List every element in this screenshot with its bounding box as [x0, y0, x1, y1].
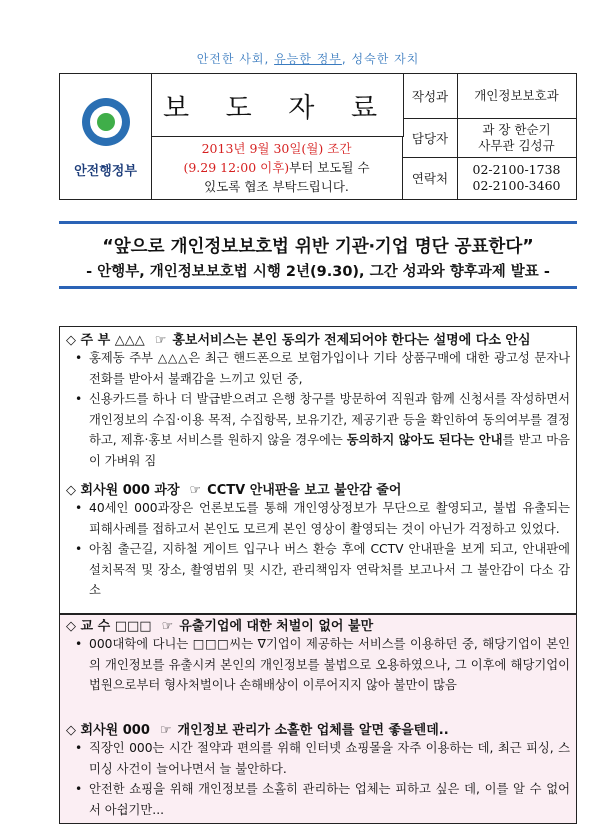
pointing-hand-icon: ☞: [154, 333, 167, 348]
embargo-line3: 있도록 협조 부탁드립니다.: [204, 179, 349, 194]
bold-phrase: 동의하지 않아도 된다는 안내: [346, 433, 503, 447]
embargo-date: 2013년 9월 30일(월) 조간: [201, 141, 352, 156]
info-value: 사무관 김성규: [478, 137, 555, 153]
slogan: [0, 50, 616, 67]
case-box-positive: [59, 326, 577, 614]
case-office-worker: [60, 719, 576, 820]
info-value: 02-2100-1738: [472, 162, 561, 177]
case-item: • 40세인 000과장은 언론보도를 통해 개인영상정보가 무단으로 촬영되고, 불법 유출되는 피해사례를 접하고서 본인도 모르게 본인 영상이 촬영되는 것이 아닌가 걱정하고 있었다.: [60, 498, 576, 539]
ministry-name: 안전행정부: [74, 164, 137, 179]
case-summary: CCTV 안내판을 보고 불안감 줄어: [207, 483, 402, 498]
case-heading: [60, 615, 576, 634]
case-title: 교 수 □□□: [80, 619, 152, 634]
diamond-icon: ◇: [66, 619, 76, 634]
case-item: • 신용카드를 하나 더 발급받으려고 은행 창구를 방문하여 직원과 함께 신청서를 작성하면서 개인정보의 수집‧이용 목적, 수집항목, 보유기간, 제공기관 등을 확인하여 동의여부를 결정하고, 제휴‧홍보 서비스를 원하지 않을 경우에는 동의하지 않아도 된다는 안내를 받고 마음이 가벼워 짐: [60, 389, 576, 471]
case-item: • 직장인 000는 시간 절약과 편의를 위해 인터넷 쇼핑몰을 자주 이용하는 데, 최근 피싱, 스미싱 사건이 늘어나면서 늘 불안하다.: [60, 738, 576, 779]
case-heading: [60, 719, 576, 738]
case-title: 회사원 000: [80, 723, 150, 738]
info-key: 작성과: [403, 74, 458, 118]
case-summary: 홍보서비스는 본인 동의가 전제되어야 한다는 설명에 다소 안심: [172, 333, 531, 348]
pointing-hand-icon: ☞: [161, 619, 174, 634]
headline-rule-top: [59, 221, 577, 224]
case-item: • 아침 출근길, 지하철 게이트 입구나 버스 환승 후에 CCTV 안내판을 보게 되고, 안내판에 설치목적 및 장소, 촬영범위 및 시간, 관리책임자 연락처를 보고나서 그 불안감이 다소 감소: [60, 539, 576, 601]
headline: “앞으로 개인정보보호법 위반 기관‧기업 명단 공표한다”: [102, 237, 534, 257]
press-header-table: [59, 73, 577, 200]
info-key: 연락처: [403, 157, 458, 199]
case-heading: [60, 479, 576, 498]
info-value: 개인정보보호과: [474, 88, 559, 103]
ministry-emblem-icon: [82, 98, 130, 146]
embargo-line2: 부터 보도될 수: [289, 160, 370, 175]
embargo-notice: [151, 136, 403, 199]
case-heading: [60, 329, 576, 348]
pointing-hand-icon: ☞: [159, 723, 172, 738]
case-housewife: [60, 329, 576, 471]
logo-cell: [60, 74, 152, 199]
info-value: 과 장 한순기: [482, 121, 551, 137]
document-title: 보 도 자 료: [151, 74, 404, 137]
slogan-part2: 유능한 정부: [274, 52, 342, 66]
case-title: 주 부 △△△: [80, 333, 145, 348]
case-summary: 개인정보 관리가 소홀한 업체를 알면 좋을텐데..: [177, 723, 449, 738]
diamond-icon: ◇: [66, 483, 76, 498]
case-office-worker-manager: [60, 479, 576, 601]
case-title: 회사원 000 과장: [80, 483, 180, 498]
info-row-department: [403, 74, 576, 119]
contact-info: [403, 74, 576, 199]
case-box-concerns: [59, 614, 577, 824]
case-item: • 안전한 쇼핑을 위해 개인정보를 소홀히 관리하는 업체는 피하고 싶은 데, 이를 알 수 없어서 아쉽기만...: [60, 779, 576, 820]
pointing-hand-icon: ☞: [189, 483, 202, 498]
embargo-time: (9.29 12:00 이후): [183, 160, 290, 175]
slogan-part1: 안전한 사회,: [196, 52, 275, 66]
info-value: 02-2100-3460: [472, 178, 561, 193]
diamond-icon: ◇: [66, 723, 76, 738]
info-key: 담당자: [403, 118, 458, 157]
subheadline: - 안행부, 개인정보보호법 시행 2년(9.30), 그간 성과와 향후과제 발표 -: [86, 264, 550, 280]
headline-rule-bottom: [59, 286, 577, 289]
diamond-icon: ◇: [66, 333, 76, 348]
info-row-phone: [403, 157, 576, 199]
info-row-contact-person: [403, 118, 576, 158]
slogan-part3: , 성숙한 자치: [341, 52, 420, 66]
case-item: • 홍제동 주부 △△△은 최근 핸드폰으로 보험가입이나 기타 상품구매에 대한 광고성 문자나 전화를 받아서 불쾌감을 느끼고 있던 중,: [60, 348, 576, 389]
case-professor: [60, 615, 576, 696]
case-item: • 000대학에 다니는 □□□씨는 ∇기업이 제공하는 서비스를 이용하던 중, 해당기업이 본인의 개인정보를 유출시켜 본인의 개인정보를 불법으로 오용하였으나, 그 이후에 해당기업이 법원으로부터 형사처벌이나 손해배상이 이루어지지 않아 불만이 많음: [60, 634, 576, 696]
case-summary: 유출기업에 대한 처벌이 없어 불만: [179, 619, 374, 634]
